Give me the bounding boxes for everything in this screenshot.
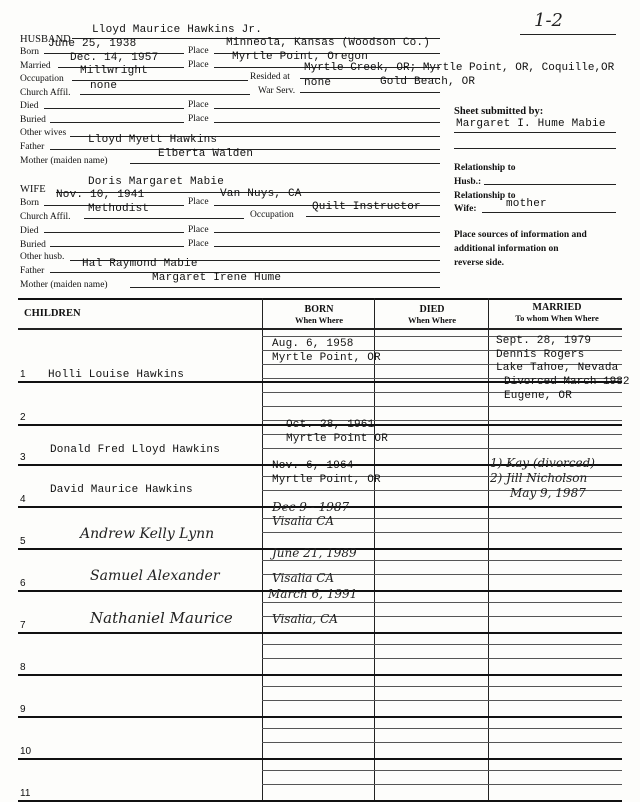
rule <box>214 232 440 233</box>
husband-church-label: Church Affil. <box>20 88 71 98</box>
husband-resided-2: Gold Beach, OR <box>380 76 476 88</box>
husband-mother: Elberta Walden <box>158 148 254 160</box>
wife-name: Doris Margaret Mabie <box>88 176 225 188</box>
child-5-name: Samuel Alexander <box>90 568 220 584</box>
header-rule <box>18 328 622 330</box>
child-1-born-place: Myrtle Point, OR <box>272 352 381 364</box>
husband-occupation: Millwright <box>80 65 149 77</box>
wife-father: Hal Raymond Mabie <box>82 258 198 270</box>
rule <box>50 122 184 123</box>
sub-line <box>262 728 622 729</box>
husband-buried-label: Buried <box>20 115 46 125</box>
husband-father: Lloyd Myett Hawkins <box>88 134 218 146</box>
row-number: 1 <box>20 369 26 380</box>
husband-married-place: Myrtle Point, Oregon <box>232 51 369 63</box>
rule <box>80 94 250 95</box>
row-number: 9 <box>20 704 26 715</box>
rule <box>214 246 440 247</box>
sources-note-3: reverse side. <box>454 258 504 268</box>
wife-father-label: Father <box>20 266 45 276</box>
wife-buried-label: Buried <box>20 240 46 250</box>
rule <box>214 108 440 109</box>
husband-resided-label: Resided at <box>250 72 290 82</box>
sub-line <box>262 532 622 533</box>
husband-war: none <box>304 77 332 89</box>
child-4-born-place: Visalia CA <box>272 514 335 528</box>
married-header-sub: To whom When Where <box>515 313 599 323</box>
sub-line <box>262 406 622 407</box>
husband-occupation-label: Occupation <box>20 74 64 84</box>
died-header-title: DIED <box>419 304 445 315</box>
child-1-married-3: Lake Tahoe, Nevada <box>496 362 619 374</box>
child-6-name: Nathaniel Maurice <box>90 609 233 627</box>
husband-married: Dec. 14, 1957 <box>70 52 159 64</box>
wife-mother-label: Mother (maiden name) <box>20 280 108 290</box>
husband-other-wives-label: Other wives <box>20 128 67 138</box>
child-6-born-date: March 6, 1991 <box>268 587 358 601</box>
husband-died-place-label: Place <box>188 100 209 110</box>
child-1-born-date: Aug. 6, 1958 <box>272 338 354 350</box>
row-number: 5 <box>20 536 26 547</box>
husband-father-label: Father <box>20 142 45 152</box>
child-1-name: Holli Louise Hawkins <box>48 369 185 381</box>
child-3-married-1: 1) Kay (divorced) <box>490 456 595 470</box>
child-6-born-place: Visalia, CA <box>272 612 338 626</box>
husband-born-label: Born <box>20 47 39 57</box>
rule <box>454 148 616 149</box>
child-1-married-1: Sept. 28, 1979 <box>496 335 592 347</box>
sub-line <box>262 770 622 771</box>
child-5-born-place: Visalia CA <box>272 571 335 585</box>
rule <box>482 212 616 213</box>
wife-born-place-label: Place <box>188 197 209 207</box>
row-line-10 <box>18 758 622 760</box>
child-3-name: David Maurice Hawkins <box>50 484 193 496</box>
husband-born-place: Minneola, Kansas (Woodson Co.) <box>226 37 431 49</box>
wife-mother: Margaret Irene Hume <box>152 272 282 284</box>
husband-died-label: Died <box>20 101 39 111</box>
child-3-born-place: Myrtle Point, OR <box>272 474 381 486</box>
husband-mother-label: Mother (maiden name) <box>20 156 108 166</box>
row-number: 10 <box>20 746 32 757</box>
sub-line <box>262 686 622 687</box>
wife-church-label: Church Affil. <box>20 212 71 222</box>
husband-label: HUSBAND <box>20 34 71 45</box>
wife-label: WIFE <box>20 184 46 195</box>
wife-other-husb-label: Other husb. <box>20 252 65 262</box>
sub-line <box>262 658 622 659</box>
wife-died-place-label: Place <box>188 225 209 235</box>
row-line-8 <box>18 674 622 676</box>
rule <box>214 122 440 123</box>
rule <box>50 246 184 247</box>
sub-line <box>262 742 622 743</box>
rule <box>130 287 440 288</box>
wife-church: Methodist <box>88 203 150 215</box>
row-number: 4 <box>20 494 26 505</box>
sub-line <box>262 644 622 645</box>
row-number: 3 <box>20 452 26 463</box>
rule <box>300 92 440 93</box>
sources-note-1: Place sources of information and <box>454 230 587 240</box>
sub-line <box>262 602 622 603</box>
sub-line <box>262 700 622 701</box>
born-header-sub: When Where <box>294 315 344 325</box>
husband-war-label: War Serv. <box>258 86 296 96</box>
sources-note-2: additional information on <box>454 244 559 254</box>
rule <box>84 218 244 219</box>
husband-church: none <box>90 80 118 92</box>
wife-born-place: Van Nuys, CA <box>220 188 302 200</box>
sub-line <box>262 448 622 449</box>
wife-rel-label: Wife: <box>454 204 477 214</box>
rule <box>44 232 184 233</box>
child-1-married-2: Dennis Rogers <box>496 349 585 361</box>
table-top-rule <box>18 298 622 300</box>
husband-name: Lloyd Maurice Hawkins Jr. <box>92 24 263 36</box>
row-number: 8 <box>20 662 26 673</box>
wife-died-label: Died <box>20 226 39 236</box>
wife-born: Nov. 10, 1941 <box>56 189 145 201</box>
husband-resided: Myrtle Creek, OR; Myrtle Point, OR, Coquille,OR <box>304 62 615 74</box>
child-2-born-date: Oct. 28, 1961 <box>286 419 375 431</box>
submitter-label: Sheet submitted by: <box>454 106 544 117</box>
wife-occupation-label: Occupation <box>250 210 294 220</box>
row-number: 7 <box>20 620 26 631</box>
child-3-married-3: May 9, 1987 <box>510 486 586 500</box>
rule <box>44 108 184 109</box>
submitter-name: Margaret I. Hume Mabie <box>456 118 606 130</box>
husband-married-place-label: Place <box>188 60 209 70</box>
row-number: 2 <box>20 412 26 423</box>
row-number: 6 <box>20 578 26 589</box>
wife-occupation: Quilt Instructor <box>312 201 421 213</box>
husband-born-place-label: Place <box>188 46 209 56</box>
child-2-name: Donald Fred Lloyd Hawkins <box>50 444 221 456</box>
married-header-title: MARRIED <box>532 302 582 313</box>
born-header <box>264 304 374 326</box>
child-2-born-place: Myrtle Point OR <box>286 433 389 445</box>
sheet-number: 1-2 <box>534 10 563 31</box>
sub-line <box>262 560 622 561</box>
child-3-married-2: 2) Jill Nicholson <box>490 471 588 485</box>
born-header-title: BORN <box>304 304 334 315</box>
wife-born-label: Born <box>20 198 39 208</box>
married-header <box>490 302 624 324</box>
husband-buried-place-label: Place <box>188 114 209 124</box>
rule <box>306 216 440 217</box>
row-line-9 <box>18 716 622 718</box>
rule <box>520 34 616 35</box>
rule <box>484 184 616 185</box>
child-4-born-date: Dec 9 - 1987 <box>272 500 350 514</box>
wife-relation: mother <box>506 198 547 210</box>
row-line-7 <box>18 632 622 634</box>
relationship-label-2: Relationship to <box>454 191 516 201</box>
row-number: 11 <box>20 788 31 799</box>
died-header-sub: When Where <box>407 315 457 325</box>
rule <box>454 132 616 133</box>
husb-label: Husb.: <box>454 177 482 187</box>
rule <box>130 163 440 164</box>
child-5-born-date: June 21, 1989 <box>272 546 357 560</box>
child-3-born-date: Nov. 6, 1964 <box>272 460 354 472</box>
relationship-label: Relationship to <box>454 163 516 173</box>
husband-born: June 25, 1938 <box>48 38 137 50</box>
child-1-married-5: Eugene, OR <box>504 390 573 402</box>
child-1-married-4: Divorced March 1982 <box>504 376 630 388</box>
husband-married-label: Married <box>20 61 51 71</box>
sub-line <box>262 784 622 785</box>
children-header: CHILDREN <box>24 308 81 319</box>
wife-buried-place-label: Place <box>188 239 209 249</box>
child-4-name: Andrew Kelly Lynn <box>80 526 215 542</box>
died-header <box>376 304 488 326</box>
